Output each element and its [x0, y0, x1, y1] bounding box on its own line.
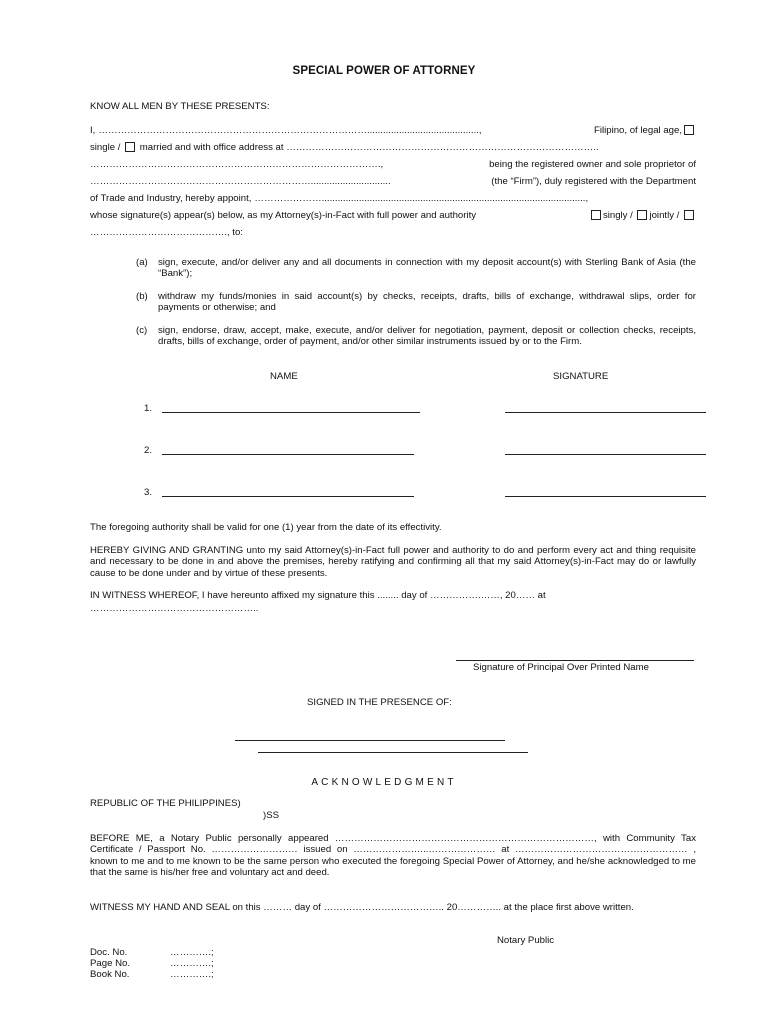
page-no-blank[interactable]: ………….;: [170, 958, 214, 969]
signature-column-header: SIGNATURE: [553, 371, 609, 382]
book-no-blank[interactable]: ………….;: [170, 969, 214, 980]
witness-signature-blank[interactable]: [235, 730, 505, 741]
item-label: (a): [136, 257, 148, 268]
row-number: 2.: [144, 445, 153, 456]
item-text: sign, execute, and/or deliver any and all documents in connection with my deposit account(s) with Sterling Bank of Asia (the “Bank”);: [158, 257, 696, 280]
signature-blank[interactable]: [505, 484, 706, 497]
name-blank[interactable]: [162, 400, 420, 413]
list-item: [136, 325, 696, 348]
signature-blank[interactable]: [505, 400, 706, 413]
other-checkbox[interactable]: [684, 210, 694, 220]
jointly-checkbox[interactable]: [637, 210, 647, 220]
principal-signature-label: Signature of Principal Over Printed Name: [473, 662, 649, 673]
witness-place-blank[interactable]: ……………………………………………..: [90, 603, 259, 614]
witness-line: IN WITNESS WHEREOF, I have hereunto affixed my signature this ........ day of …………….……, 20…… at: [90, 590, 546, 601]
granting-paragraph: HEREBY GIVING AND GRANTING unto my said Attorney(s)-in-Fact full power and authority to do and perform every act and thing requisite and necessary to be done in and above the premises, hereby ratifying and confirming all that my said Attorney(s)-in-Fact may do or lawfully cause to be done under and by virtue of these presents.: [90, 545, 696, 579]
appoint-line: [90, 193, 696, 205]
ss-text: )SS: [263, 810, 279, 821]
name-column-header: NAME: [270, 371, 298, 382]
row-number: 3.: [144, 487, 153, 498]
principal-line: [90, 125, 696, 137]
doc-no-label: Doc. No.: [90, 947, 128, 958]
firm-text: (the “Firm”), duly registered with the Department: [491, 176, 696, 187]
witness-signature-blank[interactable]: [258, 742, 528, 753]
doc-no-blank[interactable]: ………….;: [170, 947, 214, 958]
know-all-heading: KNOW ALL MEN BY THESE PRESENTS:: [90, 101, 270, 112]
item-text: sign, endorse, draw, accept, make, execute, and/or deliver for negotiation, payment, deposit or collection checks, receipts, drafts, bills of exchange, order of payment, and/or other similar instruments issued by or to the Firm.: [158, 325, 696, 348]
name-blank[interactable]: [162, 484, 414, 497]
firm-line: [90, 176, 696, 188]
item-label: (c): [136, 325, 148, 336]
principal-prefix: I,: [90, 125, 96, 136]
document-title: SPECIAL POWER OF ATTORNEY: [292, 65, 476, 77]
witness-hand-paragraph: WITNESS MY HAND AND SEAL on this ……… day of ……………………………….. 20………….. at the place first above written.: [90, 902, 634, 913]
row-number: 1.: [144, 403, 153, 414]
list-item: [136, 291, 696, 314]
civil-status-line: [90, 142, 599, 154]
singly-label: singly /: [602, 210, 633, 221]
notary-paragraph: BEFORE ME, a Notary Public personally appeared ………………………………………………………………………, with Community Tax Certificate / Passport No. ……………………… issued on …………………...………………… at ……………………………………………… , known to me and to me known to be the same person who executed the foregoing Special Power of Attorney, and he/she acknowledged to me that the same is his/her free and voluntary act and deed.: [90, 833, 696, 878]
acknowledgment-title: ACKNOWLEDGMENT: [311, 777, 457, 788]
name-blank[interactable]: [162, 442, 414, 455]
principal-signature-blank[interactable]: [456, 650, 694, 661]
signed-presence-heading: SIGNED IN THE PRESENCE OF:: [307, 697, 452, 708]
address-line: [90, 159, 696, 171]
single-checkbox[interactable]: [684, 125, 694, 135]
authority-line: [90, 210, 696, 222]
to-line: ……………………………………., to:: [90, 227, 243, 238]
authority-text: whose signature(s) appear(s) below, as my Attorney(s)-in-Fact with full power and authority: [90, 210, 477, 221]
owner-text: being the registered owner and sole proprietor of: [489, 159, 696, 170]
item-text: withdraw my funds/monies in said account(s) by checks, receipts, drafts, bills of exchange, withdrawal slips, order for payments or otherwise; and: [158, 291, 696, 314]
signature-blank[interactable]: [505, 442, 706, 455]
single-label: single /: [90, 142, 121, 153]
jointly-label: jointly /: [649, 210, 680, 221]
singly-checkbox[interactable]: [591, 210, 601, 220]
validity-text: The foregoing authority shall be valid for one (1) year from the date of its effectivity.: [90, 522, 442, 533]
principal-suffix: Filipino, of legal age,: [594, 125, 682, 136]
married-label: married and with office address at: [139, 142, 284, 153]
firm-blank[interactable]: ……………………………………………………………..............................: [90, 176, 391, 187]
appoint-text: of Trade and Industry, hereby appoint,: [90, 193, 252, 204]
office-address-blank[interactable]: ……………………………………………………………………………………..: [286, 142, 599, 153]
attorney-name-blank[interactable]: …………………...................................................................................................,: [254, 193, 589, 204]
page-no-label: Page No.: [90, 958, 131, 969]
principal-name-blank[interactable]: …………………………………………………………………………..........................................,: [98, 125, 482, 136]
item-label: (b): [136, 291, 148, 302]
address-blank[interactable]: ……………………………………………………………………………….,: [90, 159, 384, 170]
married-checkbox[interactable]: [125, 142, 135, 152]
republic-text: REPUBLIC OF THE PHILIPPINES): [90, 798, 241, 809]
book-no-label: Book No.: [90, 969, 130, 980]
list-item: [136, 257, 696, 280]
notary-public-label: Notary Public: [497, 935, 555, 946]
